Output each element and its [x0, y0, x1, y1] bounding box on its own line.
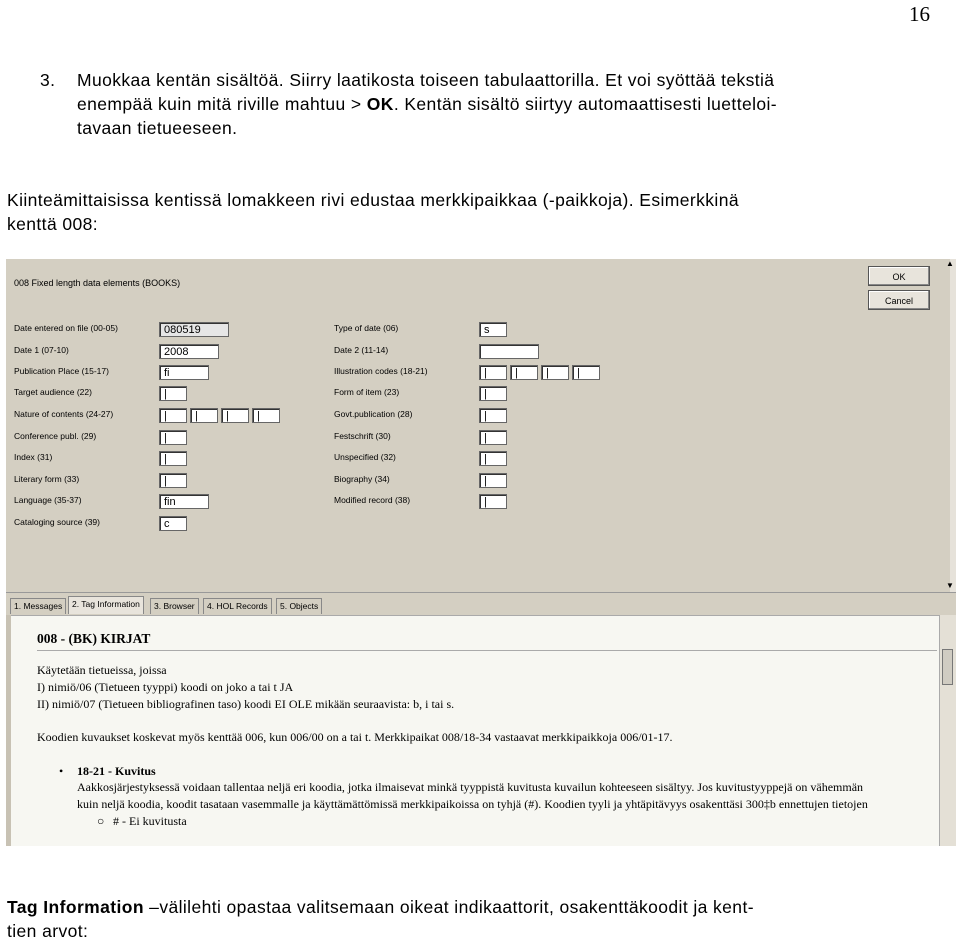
modified-record-field[interactable]: | [479, 494, 507, 509]
step-number: 3. [40, 70, 56, 90]
nature-of-contents-field-2[interactable]: | [190, 408, 218, 423]
cancel-button[interactable]: Cancel [868, 290, 930, 310]
closing-line-2: tien arvot: [7, 921, 89, 941]
form-title: 008 Fixed length data elements (BOOKS) [14, 278, 181, 288]
illustration-line-1: Aakkosjärjestyksessä voidaan tallentaa neljä eri koodia, jotka ilmaisevat minkä tyyppistä kuvitusta kuvailun kohteeseen sisältyy. Jos kuvitustyyppejä on vähemmän [77, 780, 864, 794]
illustration-code-field-3[interactable]: | [541, 365, 569, 380]
tab-tag-information[interactable]: 2. Tag Information [68, 596, 144, 614]
illustration-heading: 18-21 - Kuvitus [77, 764, 156, 778]
language-field[interactable]: fin [159, 494, 209, 509]
ok-button[interactable]: OK [868, 266, 930, 286]
label-date-entered: Date entered on file (00-05) [14, 323, 118, 333]
closing-paragraph [7, 895, 947, 943]
scroll-up-icon[interactable]: ▲ [946, 259, 954, 268]
label-festschrift: Festschrift (30) [334, 431, 391, 441]
tag-information-panel [11, 615, 939, 846]
sub-bullet-icon: ○ [97, 814, 105, 828]
info-scroll-thumb[interactable] [942, 649, 953, 685]
label-modified-record: Modified record (38) [334, 495, 411, 505]
label-biography: Biography (34) [334, 474, 390, 484]
label-govt-publication: Govt.publication (28) [334, 409, 413, 419]
bullet-icon: • [59, 764, 64, 778]
label-index: Index (31) [14, 452, 53, 462]
illustration-line-2: kuin neljä koodia, koodit tasataan vasemmalle ja käyttämättömissä merkkipaikoissa on tyhjä (#). Koodien tyyli ja yhtäpitävyys osakenttäsi 300‡b ennettujen tietojen [77, 797, 868, 811]
govt-publication-field[interactable]: | [479, 408, 507, 423]
step-3-paragraph [40, 68, 940, 140]
tab-hol-records[interactable]: 4. HOL Records [203, 598, 272, 614]
cataloging-source-field[interactable]: c [159, 516, 187, 531]
target-audience-field[interactable]: | [159, 386, 187, 401]
label-nature-of-contents: Nature of contents (24-27) [14, 409, 114, 419]
label-type-of-date: Type of date (06) [334, 323, 399, 333]
tag-information-term: Tag Information [7, 897, 144, 917]
tab-bar [6, 592, 956, 615]
tab-browser[interactable]: 3. Browser [150, 598, 199, 614]
intro-line-2: kenttä 008: [7, 214, 98, 234]
label-unspecified: Unspecified (32) [334, 452, 396, 462]
intro-line-1: Kiinteämittaisissa kentissä lomakkeen rivi edustaa merkkipaikkaa (-paikkoja). Esimerkkinä [7, 190, 739, 210]
step-ok-word: OK [366, 94, 394, 114]
tag-line-1: Käytetään tietueissa, joissa [37, 663, 167, 677]
nature-of-contents-field-3[interactable]: | [221, 408, 249, 423]
embedded-screenshot [6, 259, 956, 846]
illustration-code-field-2[interactable]: | [510, 365, 538, 380]
tag-line-2: I) nimiö/06 (Tietueen tyyppi) koodi on joko a tai t JA [37, 680, 294, 694]
label-cataloging-source: Cataloging source (39) [14, 517, 100, 527]
page-number: 16 [909, 2, 930, 26]
label-date2: Date 2 (11-14) [334, 345, 389, 355]
fixed-field-form [6, 259, 950, 592]
step-line-2b: . Kentän sisältö siirtyy automaattisesti luetteloi- [393, 94, 778, 114]
tag-heading: 008 - (BK) KIRJAT [37, 631, 151, 646]
closing-line-1: –välilehti opastaa valitsemaan oikeat indikaattorit, osakenttäkoodit ja kent- [143, 897, 754, 917]
scroll-down-icon[interactable]: ▼ [946, 581, 954, 590]
step-line-2a: enempää kuin mitä riville mahtuu > [77, 94, 367, 114]
no-illustration-item: # - Ei kuvitusta [113, 814, 187, 828]
nature-of-contents-field-1[interactable]: | [159, 408, 187, 423]
label-date1: Date 1 (07-10) [14, 345, 69, 355]
illustration-code-field-1[interactable]: | [479, 365, 507, 380]
label-publication-place: Publication Place (15-17) [14, 366, 109, 376]
tag-line-4: Koodien kuvaukset koskevat myös kenttää 006, kun 006/00 on a tai t. Merkkipaikat 008/18-34 vastaavat merkkipaikkoja 006/01-17. [37, 730, 673, 744]
heading-divider [37, 650, 937, 651]
date-entered-field[interactable]: 080519 [159, 322, 229, 337]
publication-place-field[interactable]: fi [159, 365, 209, 380]
tag-line-3: II) nimiö/07 (Tietueen bibliografinen taso) koodi EI OLE mikään seuraavista: b, i tai s. [37, 697, 455, 711]
literary-form-field[interactable]: | [159, 473, 187, 488]
tab-objects[interactable]: 5. Objects [276, 598, 322, 614]
nature-of-contents-field-4[interactable]: | [252, 408, 280, 423]
biography-field[interactable]: | [479, 473, 507, 488]
date1-field[interactable]: 2008 [159, 344, 219, 359]
conference-field[interactable]: | [159, 430, 187, 445]
festschrift-field[interactable]: | [479, 430, 507, 445]
step-line-1: Muokkaa kentän sisältöä. Siirry laatikosta toiseen tabulaattorilla. Et voi syöttää tekstiä [77, 70, 775, 90]
label-target-audience: Target audience (22) [14, 387, 92, 397]
index-field[interactable]: | [159, 451, 187, 466]
type-of-date-field[interactable]: s [479, 322, 507, 337]
label-conference: Conference publ. (29) [14, 431, 97, 441]
label-language: Language (35-37) [14, 495, 82, 505]
tab-messages[interactable]: 1. Messages [10, 598, 66, 614]
form-of-item-field[interactable]: | [479, 386, 507, 401]
form-scrollbar[interactable] [950, 259, 956, 592]
illustration-code-field-4[interactable]: | [572, 365, 600, 380]
label-literary-form: Literary form (33) [14, 474, 80, 484]
date2-field[interactable] [479, 344, 539, 359]
label-form-of-item: Form of item (23) [334, 387, 400, 397]
step-line-3: tavaan tietueeseen. [77, 118, 238, 138]
label-illustration-codes: Illustration codes (18-21) [334, 366, 428, 376]
intro-paragraph [7, 188, 937, 236]
unspecified-field[interactable]: | [479, 451, 507, 466]
